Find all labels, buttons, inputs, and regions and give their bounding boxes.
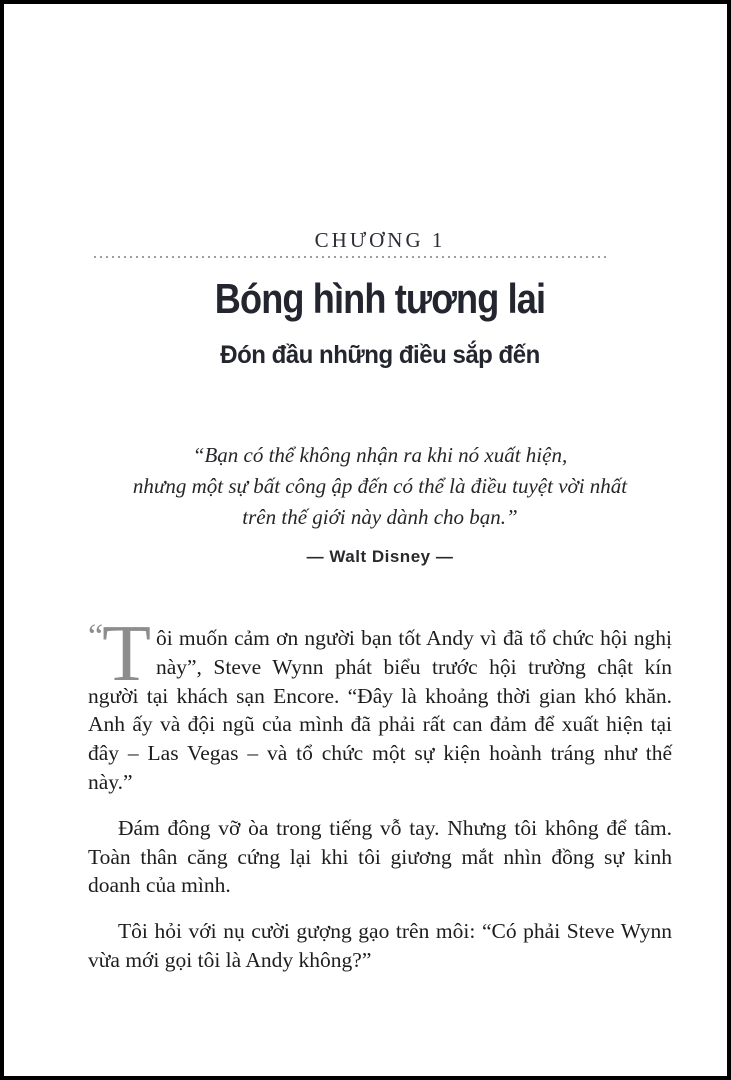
chapter-title: Bóng hình tương lai <box>214 275 546 322</box>
opening-quote-mark: “ <box>88 618 102 655</box>
epigraph-attribution: — Walt Disney — <box>306 547 454 566</box>
paragraph-1-text: ôi muốn cảm ơn người bạn tốt Andy vì đã tổ chức hội nghị này”, Steve Wynn phát biểu trước hội trường chật kín người tại khách sạn Encore. “Đây là khoảng thời gian khó khăn. Anh ấy và đội ngũ của mình đã phải rất can đảm để xuất hiện tại đây – Las Vegas – và tổ chức một sự kiện hoành tráng như thế này.” <box>88 626 672 794</box>
epigraph-line-3: trên thế giới này dành cho bạn.” <box>242 505 518 529</box>
dotted-divider <box>94 255 608 258</box>
body-text <box>88 610 672 975</box>
chapter-subtitle: Đón đầu những điều sắp đến <box>220 341 540 369</box>
paragraph-2: Đám đông vỡ òa trong tiếng vỗ tay. Nhưng tôi không để tâm. Toàn thân căng cứng lại khi tôi giương mắt nhìn đồng sự kinh doanh của mình. <box>88 815 672 898</box>
drop-cap-letter: T <box>102 610 151 698</box>
epigraph-line-1: “Bạn có thể không nhận ra khi nó xuất hiện, <box>192 443 568 467</box>
page-content <box>88 4 672 975</box>
paragraph-1 <box>88 610 672 797</box>
epigraph-quote <box>88 440 672 567</box>
paragraph-3: Tôi hỏi với nụ cười gượng gạo trên môi: “Có phải Steve Wynn vừa mới gọi tôi là Andy không?” <box>88 919 672 972</box>
chapter-header <box>88 230 672 370</box>
chapter-label: CHƯƠNG 1 <box>314 228 446 252</box>
epigraph-line-2: nhưng một sự bất công ập đến có thể là điều tuyệt vời nhất <box>132 474 628 498</box>
drop-cap <box>88 610 151 698</box>
